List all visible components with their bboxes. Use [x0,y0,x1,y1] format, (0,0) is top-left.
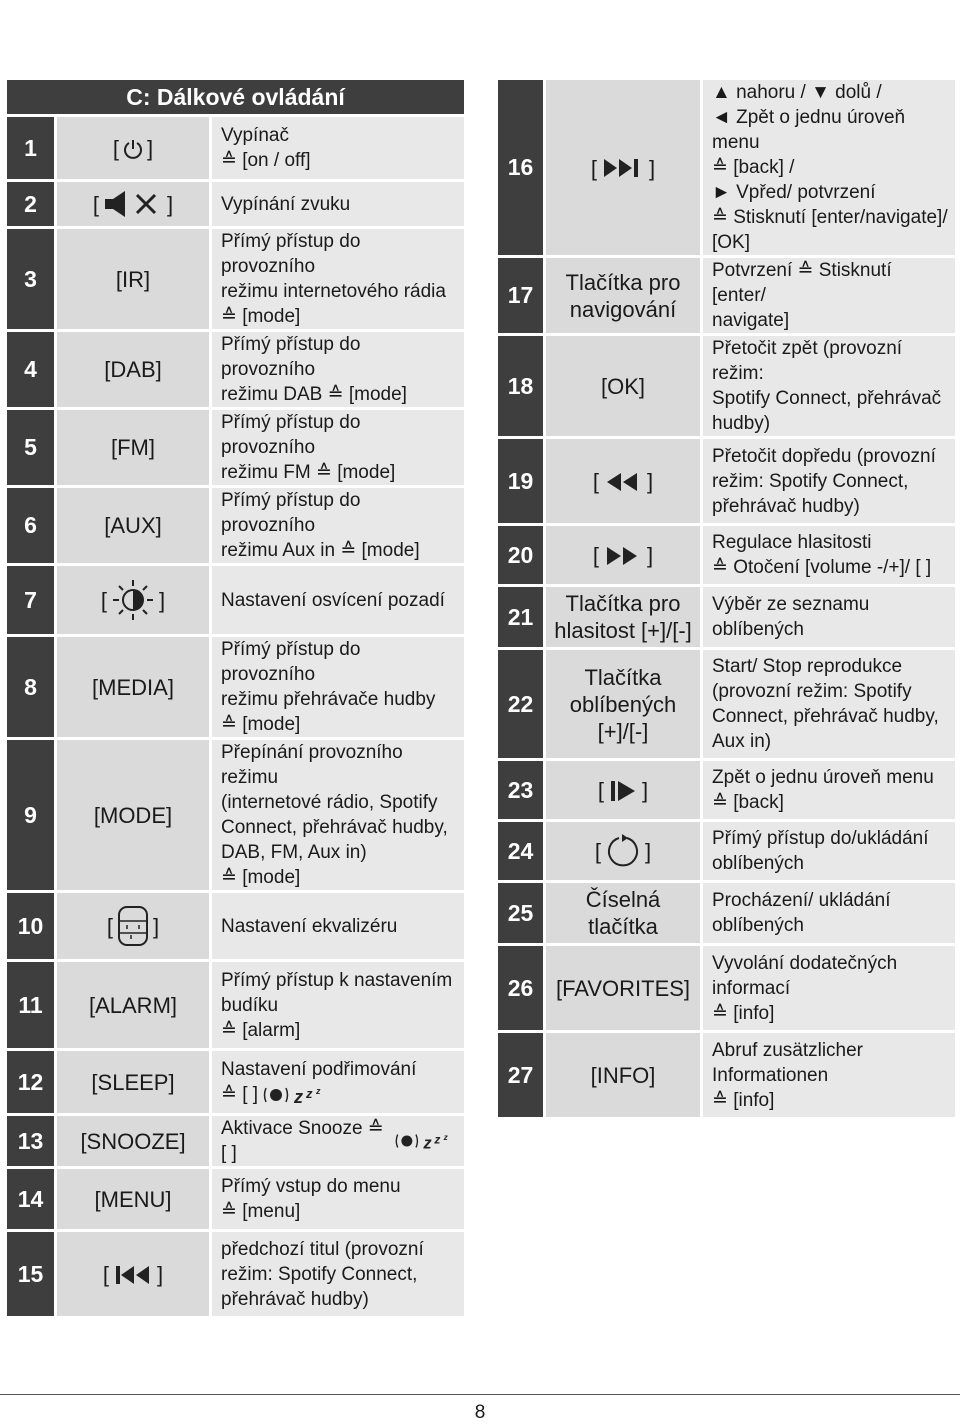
row-num: 20 [498,526,543,584]
row-desc: Přímý přístup do provozního režimu internetového rádia ≙ [mode] [212,229,464,329]
remote-control-table-right [495,77,958,1120]
menu-key: [MENU] [57,1169,209,1229]
row-num: 8 [7,637,54,737]
mute-button-key: [ ] [57,182,209,226]
row-num: 3 [7,229,54,329]
row-desc: Přímý přístup do provozního režimu Aux in ≙ [mode] [212,488,464,563]
row-num: 9 [7,740,54,890]
snooze-key: [SNOOZE] [57,1116,209,1166]
row-desc: Zpět o jednu úroveň menu ≙ [back] [703,761,955,819]
media-key: [MEDIA] [57,637,209,737]
info-key: [INFO] [546,1033,700,1117]
rewind-icon [603,470,643,494]
skip-next-key: [ ] [546,80,700,255]
row-desc: předchozí titul (provozní režim: Spotify Connect, přehrávač hudby) [212,1232,464,1316]
sleep-key: [SLEEP] [57,1051,209,1113]
svg-text:z: z [316,1085,321,1096]
svg-text:z: z [306,1085,313,1101]
row-num: 2 [7,182,54,226]
row-num: 15 [7,1232,54,1316]
row-desc: Přímý přístup do provozního režimu přehrávače hudby ≙ [mode] [212,637,464,737]
play-pause-key: [ ] [546,761,700,819]
row-desc: Nastavení podřimování ≙ [ ] z z z [212,1051,464,1113]
equalizer-icon [117,905,149,947]
mute-icon [103,189,163,219]
row-desc: Přetočit dopředu (provozní režim: Spotify Connect, přehrávač hudby) [703,439,955,523]
snooze-alarm-icon [394,1130,458,1152]
favorites-buttons-key: Tlačítka oblíbených [+]/[-] [546,650,700,758]
volume-buttons-key: Tlačítka pro hlasitost [+]/[-] [546,587,700,647]
power-button-key: [ ] [57,117,209,179]
dab-key: [DAB] [57,332,209,407]
row-desc: Výběr ze seznamu oblíbených [703,587,955,647]
row-desc: Vypínání zvuku [212,182,464,226]
row-num: 27 [498,1033,543,1117]
row-desc: Přepínání provozního režimu (internetové rádio, Spotify Connect, přehrávač hudby, DAB, FM, Aux in) ≙ [mode] [212,740,464,890]
row-num: 26 [498,946,543,1030]
fast-forward-key: [ ] [546,526,700,584]
ok-key: [OK] [546,336,700,436]
ir-key: [IR] [57,229,209,329]
repeat-icon [605,833,641,869]
row-num: 17 [498,258,543,333]
row-num: 22 [498,650,543,758]
row-desc: Abruf zusätzlicher Informationen ≙ [info] [703,1033,955,1117]
snooze-alarm-icon [262,1084,332,1106]
favorites-key: [FAVORITES] [546,946,700,1030]
backlight-icon [111,578,155,622]
row-desc: Procházení/ ukládání oblíbených [703,883,955,943]
row-num: 10 [7,893,54,959]
row-num: 14 [7,1169,54,1229]
svg-text:z: z [294,1086,304,1106]
row-desc: Přímý přístup do/ukládání oblíbených [703,822,955,880]
footer-rule [0,1394,960,1395]
svg-text:z: z [423,1133,432,1152]
alarm-key: [ALARM] [57,962,209,1048]
rewind-key: [ ] [546,439,700,523]
number-buttons-key: Číselná tlačítka [546,883,700,943]
row-desc: Regulace hlasitosti ≙ Otočení [volume -/+]/ [ ] [703,526,955,584]
row-desc: Vyvolání dodatečných informací ≙ [info] [703,946,955,1030]
row-num: 23 [498,761,543,819]
row-desc: Přímý přístup do provozního režimu DAB ≙ [mode] [212,332,464,407]
row-desc: Start/ Stop reprodukce (provozní režim: Spotify Connect, přehrávač hudby, Aux in) [703,650,955,758]
row-num: 21 [498,587,543,647]
row-num: 11 [7,962,54,1048]
row-desc: Vypínač ≙ [on / off] [212,117,464,179]
play-pause-icon [608,778,638,804]
row-num: 25 [498,883,543,943]
row-num: 18 [498,336,543,436]
equalizer-button-key: [ ] [57,893,209,959]
row-desc: Aktivace Snooze ≙ [ ] z z z [212,1116,464,1166]
fast-forward-icon [603,544,643,568]
previous-track-key: [ ] [57,1232,209,1316]
row-num: 24 [498,822,543,880]
repeat-key: [ ] [546,822,700,880]
row-desc: Přímý přístup do provozního režimu FM ≙ [mode] [212,410,464,485]
backlight-button-key: [ ] [57,566,209,634]
row-desc: Přímý přístup k nastavením budíku ≙ [alarm] [212,962,464,1048]
row-desc: ▲ nahoru / ▼ dolů / ◄ Zpět o jednu úroveň menu ≙ [back] / ► Vpřed/ potvrzení ≙ Stisknutí [enter/navigate]/ [OK] [703,80,955,255]
sleep-desc-line: ≙ [ ] z z z [221,1082,458,1107]
skip-next-icon [601,156,645,180]
page-number: 8 [474,1402,486,1423]
row-num: 5 [7,410,54,485]
row-num: 4 [7,332,54,407]
power-icon [123,138,143,160]
mode-key: [MODE] [57,740,209,890]
row-num: 1 [7,117,54,179]
remote-control-table-left [4,77,467,1319]
row-desc: Přetočit zpět (provozní režim: Spotify Connect, přehrávač hudby) [703,336,955,436]
fm-key: [FM] [57,410,209,485]
row-desc: Potvrzení ≙ Stisknutí [enter/ navigate] [703,258,955,333]
row-num: 19 [498,439,543,523]
row-desc: Nastavení osvícení pozadí [212,566,464,634]
row-num: 6 [7,488,54,563]
row-num: 7 [7,566,54,634]
previous-track-icon [113,1263,153,1287]
section-title: C: Dálkové ovládání [7,80,464,114]
svg-text:z: z [434,1132,441,1147]
row-desc: Nastavení ekvalizéru [212,893,464,959]
volume-desc-line: ≙ Otočení [volume -/+]/ [ ] [712,557,932,579]
navigation-buttons-key: Tlačítka pro navigování [546,258,700,333]
row-num: 16 [498,80,543,255]
svg-text:z: z [443,1133,448,1143]
row-num: 13 [7,1116,54,1166]
row-num: 12 [7,1051,54,1113]
aux-key: [AUX] [57,488,209,563]
row-desc: Přímý vstup do menu ≙ [menu] [212,1169,464,1229]
